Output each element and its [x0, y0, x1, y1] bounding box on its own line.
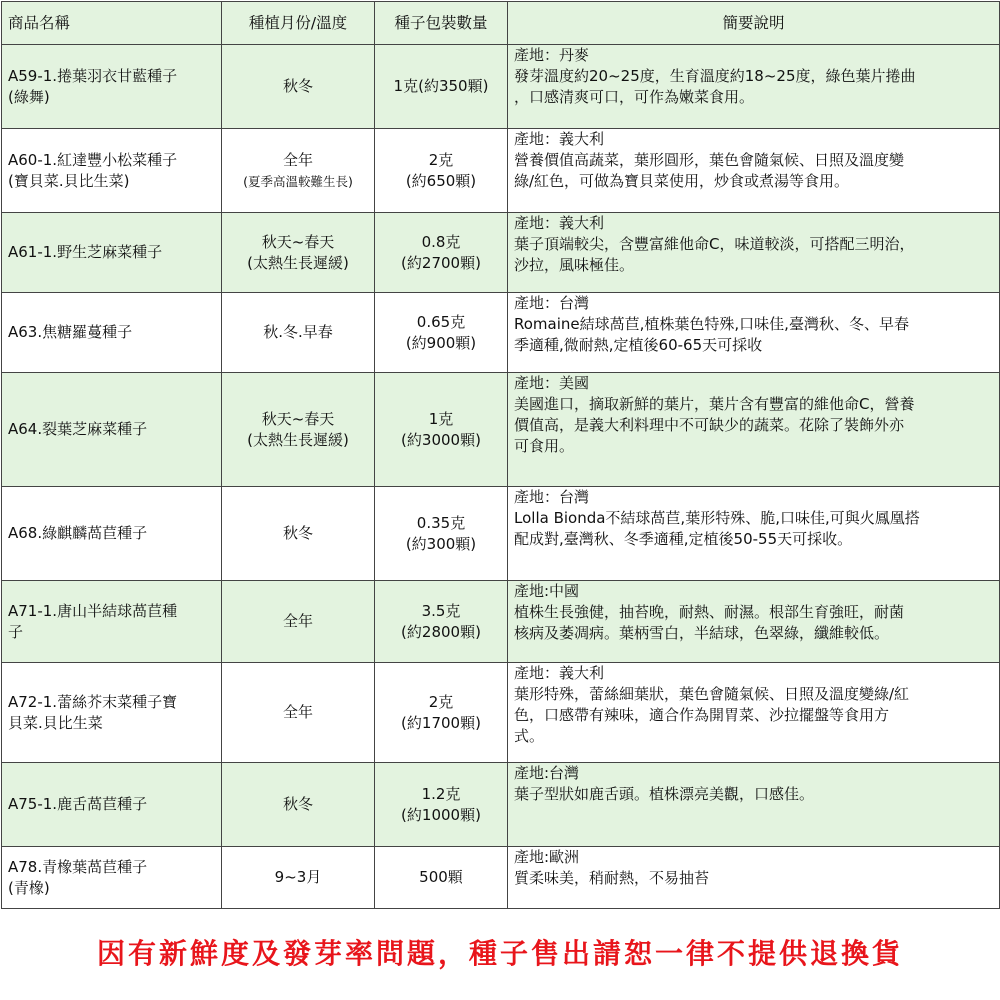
product-name-line: A59-1.捲葉羽衣甘藍種子 — [8, 66, 178, 85]
pack-quantity-cell — [375, 847, 508, 909]
pack-quantity-cell — [375, 45, 508, 129]
season-cell — [222, 487, 375, 581]
description-line: 季適種,微耐熱,定植後60-65天可採收 — [514, 336, 763, 354]
season-cell — [222, 213, 375, 293]
season-line: 秋天~春天 — [261, 409, 335, 428]
pack-quantity-line: 0.65克 — [416, 312, 466, 331]
description-line: 核病及萎凋病。葉柄雪白，半結球，色翠綠，纖維較低。 — [514, 624, 890, 642]
description-line: 產地：丹麥 — [514, 46, 590, 64]
pack-quantity-line: 0.35克 — [416, 513, 466, 532]
product-name-cell — [2, 45, 222, 129]
season-cell — [222, 581, 375, 663]
description-line: 式。 — [514, 727, 545, 745]
pack-quantity-cell — [375, 293, 508, 373]
pack-quantity-line: 500顆 — [419, 868, 463, 886]
season-line: 秋冬 — [282, 795, 313, 813]
description-line: 產地：義大利 — [514, 130, 605, 148]
description-cell — [508, 663, 1000, 763]
description-cell — [508, 373, 1000, 487]
description-line: 價值高，是義大利料理中不可缺少的蔬菜。花除了裝飾外亦 — [514, 416, 905, 434]
description-line: 綠/紅色，可做為寶貝菜使用，炒食或煮湯等食用。 — [514, 172, 850, 190]
description-line: 產地：台灣 — [514, 488, 590, 506]
description-cell — [508, 847, 1000, 909]
product-name-cell — [2, 847, 222, 909]
product-name-cell — [2, 487, 222, 581]
pack-quantity-line: 2克 — [428, 150, 454, 169]
season-line: (太熱生長遲緩) — [247, 253, 349, 272]
season-line: 全年 — [282, 703, 313, 721]
description-cell — [508, 763, 1000, 847]
table-row — [2, 847, 1000, 909]
description-line: 沙拉，風味極佳。 — [514, 256, 635, 274]
header-pack: 種子包裝數量 — [375, 2, 508, 45]
description-line: 產地:中國 — [514, 582, 580, 600]
description-line: 美國進口，摘取新鮮的葉片，葉片含有豐富的維他命C，營養 — [514, 395, 915, 413]
season-cell — [222, 45, 375, 129]
pack-quantity-line: 2克 — [428, 692, 454, 711]
product-name-line: (寶貝菜.貝比生菜) — [8, 171, 130, 190]
description-line: ，口感清爽可口，可作為嫩菜食用。 — [514, 88, 755, 106]
description-line: 產地：義大利 — [514, 664, 605, 682]
description-line: 發芽溫度約20~25度，生育溫度約18~25度，綠色葉片捲曲 — [514, 67, 916, 85]
pack-quantity-line: (約300顆) — [405, 534, 477, 553]
description-line: 可食用。 — [514, 437, 575, 455]
pack-quantity-cell — [375, 213, 508, 293]
pack-quantity-line: (約650顆) — [405, 171, 477, 190]
table-header-row — [2, 2, 1000, 45]
description-line: 產地：義大利 — [514, 214, 605, 232]
product-name-line: A64.裂葉芝麻菜種子 — [8, 420, 148, 438]
description-line: Lolla Bionda不結球萵苣,葉形特殊、脆,口味佳,可與火鳳凰搭 — [514, 509, 920, 527]
product-name-line: 貝菜.貝比生菜 — [8, 713, 103, 732]
description-cell — [508, 581, 1000, 663]
pack-quantity-line: (約1000顆) — [401, 805, 481, 824]
description-cell — [508, 487, 1000, 581]
season-cell — [222, 847, 375, 909]
product-name-cell — [2, 373, 222, 487]
no-return-notice: 因有新鮮度及發芽率問題，種子售出請恕一律不提供退換貨 — [96, 937, 903, 970]
description-line: 產地:歐洲 — [514, 848, 580, 866]
header-description: 簡要說明 — [508, 2, 1000, 45]
table-row — [2, 129, 1000, 213]
product-name-cell — [2, 293, 222, 373]
product-name-cell — [2, 663, 222, 763]
table-row — [2, 45, 1000, 129]
pack-quantity-cell — [375, 373, 508, 487]
pack-quantity-line: 1克(約350顆) — [393, 77, 489, 95]
description-line: 植株生長強健，抽苔晚，耐熱、耐濕。根部生育強旺，耐菌 — [514, 603, 905, 621]
season-line: 秋冬 — [282, 77, 313, 95]
table-body — [2, 45, 1000, 909]
description-line: 產地：台灣 — [514, 294, 590, 312]
product-name-line: (青橡) — [8, 878, 50, 897]
product-name-line: A78.青橡葉萵苣種子 — [8, 857, 148, 876]
description-cell — [508, 129, 1000, 213]
product-name-line: 子 — [8, 622, 24, 641]
season-line: 9~3月 — [274, 868, 322, 886]
pack-quantity-line: (約2700顆) — [401, 253, 481, 272]
season-line: 秋天~春天 — [261, 232, 335, 251]
description-line: 質柔味美，稍耐熱，不易抽苔 — [514, 869, 710, 887]
pack-quantity-line: 1克 — [428, 409, 454, 428]
pack-quantity-line: 0.8克 — [421, 232, 461, 251]
product-name-line: A63.焦糖羅蔓種子 — [8, 323, 133, 341]
pack-quantity-line: (約1700顆) — [401, 713, 481, 732]
season-line: (太熱生長遲緩) — [247, 430, 349, 449]
season-note: (夏季高溫較難生長) — [243, 173, 353, 189]
pack-quantity-cell — [375, 487, 508, 581]
table-row — [2, 293, 1000, 373]
table-row — [2, 373, 1000, 487]
pack-quantity-cell — [375, 129, 508, 213]
table-row — [2, 487, 1000, 581]
pack-quantity-cell — [375, 763, 508, 847]
seed-table — [1, 1, 1000, 909]
season-cell — [222, 373, 375, 487]
description-line: 產地:台灣 — [514, 764, 580, 782]
pack-quantity-line: (約900顆) — [405, 333, 477, 352]
table-row — [2, 581, 1000, 663]
product-name-line: A72-1.蕾絲芥末菜種子寶 — [8, 692, 178, 711]
table-row — [2, 663, 1000, 763]
product-name-line: A68.綠麒麟萵苣種子 — [8, 524, 148, 542]
description-line: 色，口感帶有辣味，適合作為開胃菜、沙拉擺盤等食用方 — [514, 706, 890, 724]
product-name-cell — [2, 763, 222, 847]
product-name-line: A75-1.鹿舌萵苣種子 — [8, 795, 148, 813]
season-cell — [222, 129, 375, 213]
description-cell — [508, 45, 1000, 129]
season-cell — [222, 293, 375, 373]
product-name-line: A71-1.唐山半結球萵苣種 — [8, 601, 178, 620]
season-line: 秋.冬.早春 — [263, 323, 333, 341]
pack-quantity-cell — [375, 663, 508, 763]
product-name-line: (綠舞) — [8, 87, 50, 106]
product-name-cell — [2, 129, 222, 213]
product-name-cell — [2, 213, 222, 293]
product-name-cell — [2, 581, 222, 663]
table-row — [2, 763, 1000, 847]
header-season: 種植月份/溫度 — [222, 2, 375, 45]
description-line: 葉形特殊，蕾絲細葉狀，葉色會隨氣候、日照及溫度變綠/紅 — [514, 685, 910, 703]
header-product-name: 商品名稱 — [2, 2, 222, 45]
description-line: 配成對,臺灣秋、冬季適種,定植後50-55天可採收。 — [514, 530, 853, 548]
table-row — [2, 213, 1000, 293]
season-line: 全年 — [282, 150, 313, 169]
product-name-line: A60-1.紅達豐小松菜種子 — [8, 150, 178, 169]
pack-quantity-line: (約3000顆) — [401, 430, 481, 449]
description-cell — [508, 293, 1000, 373]
pack-quantity-line: 3.5克 — [421, 601, 461, 620]
season-cell — [222, 763, 375, 847]
pack-quantity-cell — [375, 581, 508, 663]
season-cell — [222, 663, 375, 763]
description-line: 葉子型狀如鹿舌頭。植株漂亮美觀，口感佳。 — [514, 785, 815, 803]
pack-quantity-line: (約2800顆) — [401, 622, 481, 641]
description-line: 營養價值高蔬菜，葉形圓形，葉色會隨氣候、日照及溫度變 — [514, 151, 905, 169]
season-line: 秋冬 — [282, 524, 313, 542]
product-name-line: A61-1.野生芝麻菜種子 — [8, 243, 163, 261]
description-line: Romaine結球萵苣,植株葉色特殊,口味佳,臺灣秋、冬、早春 — [514, 315, 909, 333]
description-line: 葉子頂端較尖，含豐富維他命C，味道較淡，可搭配三明治， — [514, 235, 915, 253]
season-line: 全年 — [282, 612, 313, 630]
description-line: 產地：美國 — [514, 374, 590, 392]
description-cell — [508, 213, 1000, 293]
pack-quantity-line: 1.2克 — [421, 784, 461, 803]
